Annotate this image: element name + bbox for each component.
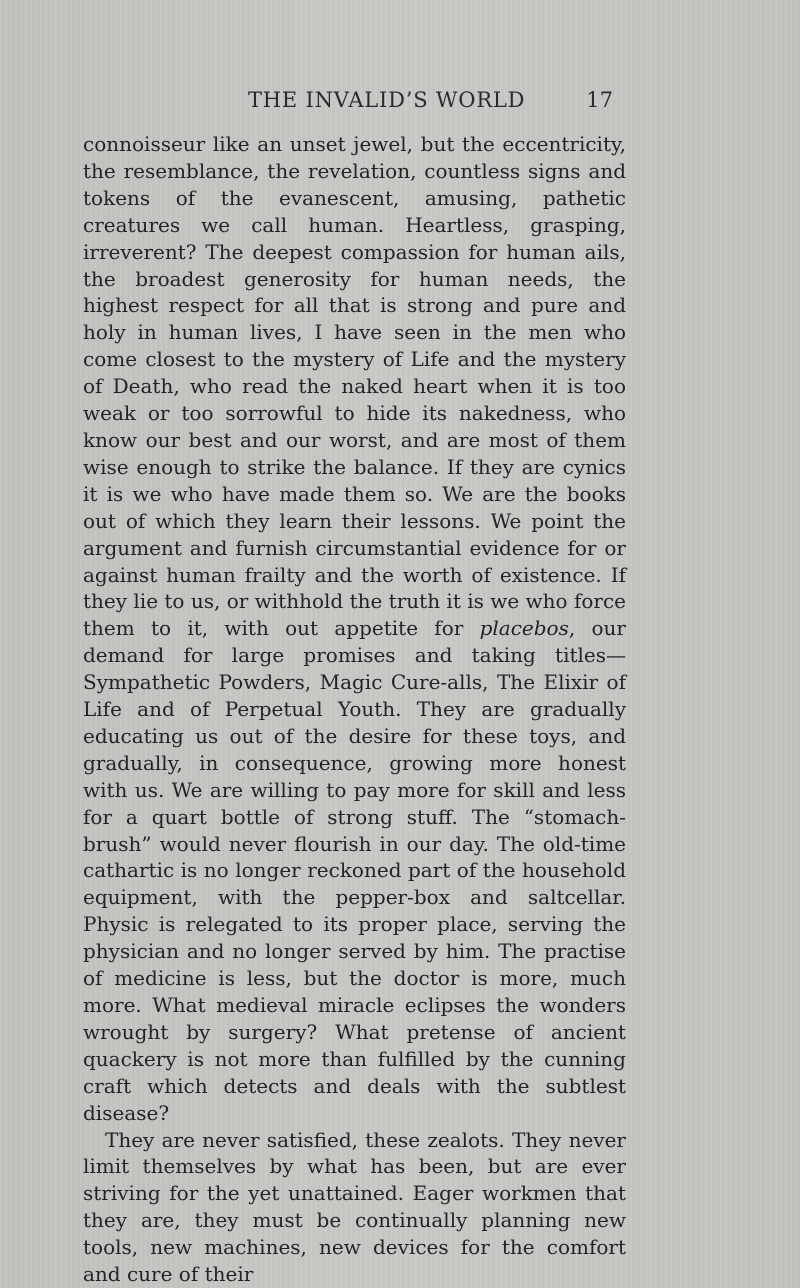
paragraph-2 [83,1127,626,1288]
body-text [83,131,626,1288]
text-segment: connoisseur like an unset jewel, but the eccentricity, the resemblance, the revelation, countless signs and tokens of the evanescent, amusing, pathetic creatures we call human. Heartless, grasping, irreverent? The deepest compassion for human ails, the broadest generosity for human needs, the highest respect for all that is strong and pure and holy in human lives, I have seen in the men who come closest to the mystery of Life and the mystery of Death, who read the naked heart when it is too weak or too sorrowful to hide its nakedness, who know our best and our worst, and are most of them wise enough to strike the balance. If they are cynics it is we who have made them so. We are the books out of which they learn their lessons. We point the argument and furnish circumstantial evidence for or against human frailty and the worth of existence. If they lie to us, or withhold the truth it is we who force them to it, with out appetite for [83,132,626,641]
text-segment: , our demand for large promises and taking titles—Sympathetic Powders, Magic Cure-alls, The Elixir of Life and of Perpetual Youth. They are gradually educating us out of the desire for these toys, and gradually, in consequence, growing more honest with us. We are willing to pay more for skill and less for a quart bottle of strong stuff. The “stomach-brush” would never flourish in our day. The old-time cathartic is no longer reckoned part of the household equipment, with the pepper-box and saltcellar. Physic is relegated to its proper place, serving the physician and no longer served by him. The practise of medicine is less, but the doctor is more, much more. What medieval miracle eclipses the wonders wrought by surgery? What pretense of ancient quackery is not more than fulfilled by the cunning craft which detects and deals with the subtlest disease? [83,616,626,1125]
italic-word-placebos: placebos [479,616,569,641]
running-title: THE INVALID’S WORLD [248,88,526,112]
paragraph-1 [83,131,626,1127]
text-segment: They are never satisfied, these zealots. They never limit themselves by what has been, but are ever striving for the yet unattained. Eager workmen that they are, they must be continually planning new tools, new machines, new devices for the comfort and cure of their [83,1127,626,1287]
page-number: 17 [586,88,613,112]
running-head [0,82,800,122]
